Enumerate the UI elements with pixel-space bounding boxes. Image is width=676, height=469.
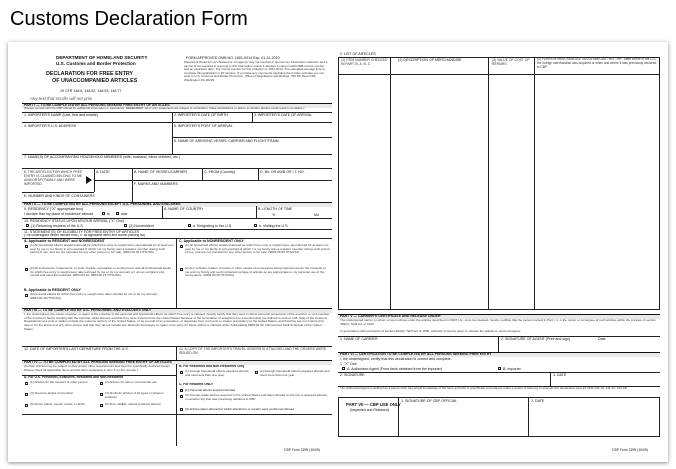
part6-certify-text: I, the undersigned, certify that this declaration is correct and complete. (340, 357, 452, 361)
fruits-plants-label: (5) Fruits, plants, seeds, meats, or birds (30, 403, 85, 406)
print-warning: Any text that scrolls will not print (30, 96, 93, 101)
residency-is-label: is (107, 212, 110, 216)
household-effects-text: (1) All household effects acquired abroad for which free entry is sought were used abroad for at least one year by me or my family in a household of which I or my family was a resident member during such period of use, and are not intended for any other person or for sale. (9804.00.05 HTSUSA) (30, 244, 174, 255)
authorized-agent-label: A. Authorized Agent (From facts obtained from the importer) (347, 367, 443, 371)
foreign-made-checkbox[interactable] (180, 395, 183, 398)
carrier-name-label: 1. NAME OF CARRIER (340, 337, 378, 341)
length-of-time-label: B. LENGTH OF TIME (258, 207, 293, 211)
front-form-number: CBP Form 3299 (10/09) (284, 448, 320, 452)
tools-of-trade-checkbox[interactable] (25, 268, 28, 271)
other-person-checkbox[interactable] (25, 382, 28, 385)
other-person-label: (1) Articles for the account of other person (30, 381, 88, 384)
foreign-household-more-label: (2) Foreign household effects acquired abroad and used more than one year (260, 370, 330, 377)
eligibility-label: 11. STATEMENT(S) OF ELIGIBILITY FOR FREE ENTRY OF ARTICLES (24, 230, 140, 234)
personal-effects-text: All personal effects for which free entry is sought were taken abroad by me or for my account. (9804.00.45 HTSUSA) (30, 293, 158, 300)
part7-header: PART VII — CBP USE ONLY (346, 402, 401, 407)
alcohol-tobacco-label: (4) Alcoholic articles of all types or tobacco products (105, 392, 164, 399)
vehicles-text: (2) Any vehicles, trailers, bicycles or other means of conveyance being imported are for the transport of me and my family and such incidental carriage of articles as are appropriate to my personal use of the conveyance. (9804.00.35 HTSUSA) (185, 267, 326, 278)
part7-subheader: (Inspected and Released) (350, 408, 389, 412)
commercial-use-checkbox[interactable] (100, 382, 103, 385)
repairs-abroad-checkbox[interactable] (180, 408, 183, 411)
agency-line1: DEPARTMENT OF HOMELAND SECURITY (56, 55, 148, 60)
vessel-name-label: B. NAME OF VESSEL/CARRIER (134, 170, 187, 174)
part4-header: PART IV — TO BE COMPLETED BY ALL PERSONS SEEKING FREE ENTRY OF ARTICLES (24, 360, 172, 364)
importer-checkbox[interactable] (498, 367, 501, 370)
part3-certification-text: I, the undersigned, the owner, importer, or agent of the importer of the personal and household effects for which free entry is claimed, hereby certify that they were in direct personal possession of the importer, or of a member of the importer's family residing with the importer, while abroad, and that they were imported into the United States because of the termination of assignment to extended duty (as defined in section 148.74(a) of the Customs Regulations) at a post or station outside the customs territory of the United States, or as a result of an evacuation, or departure from such post or station preparatory to the United States, and that they are not imported for sale or for the account of any other person and that they do not include any alcoholic beverages or cigars. Free entry for these effects is claimed under Subheading 9805.00.50, Harmonized Tariff Schedule of the United States. (24, 313, 330, 331)
agent-signature-label: 2. SIGNATURE OF AGENT (Print and sign) (501, 337, 571, 341)
bill-of-lading-label: D. B/L OR AWB OR I.T. NO. (260, 170, 305, 174)
agent-date-label: Date (598, 337, 606, 341)
commercial-use-label: (2) Articles for sale or commercial use (105, 381, 157, 384)
form-title-line1: DECLARATION FOR FREE ENTRY (46, 71, 134, 77)
household-effects-checkbox[interactable] (25, 245, 28, 248)
part5-release-text: In accordance with provisions of section 484(h), Tariff Act of 1930, authority is hereby given to release the articles to such consignee. (340, 330, 522, 333)
vehicles-checkbox[interactable] (180, 268, 183, 271)
visiting-checkbox[interactable] (254, 224, 257, 227)
pointer-arrow-icon (86, 176, 92, 184)
back-form-number: CBP Form 3299 (10/09) (612, 448, 648, 452)
cfr-reference: 19 CFR 148.6, 148.52, 148.53, 148.77 (60, 89, 122, 93)
visiting-label: b. Visiting the U.S. (259, 224, 289, 228)
foreign-merchandise-header: (4) FOREIGN MERCHANDISE TAKEN ABROAD THIS TRIP. State where in the U.S. the foreign merchandise was acquired or when and where it was previously declared to CBP (537, 58, 657, 69)
arriving-vessel-label: 6. NAME OF ARRIVING VESSEL CARRIER AND FLIGHT/TRAIN (174, 139, 279, 143)
value-header: (3) VALUE OF COST OF REPAIRS (492, 58, 530, 67)
resident-only-heading: B. Applicable to RESIDENT ONLY (24, 288, 81, 292)
marks-numbers-label: F. MARKS AND NUMBERS (134, 182, 178, 186)
form-page-front (22, 52, 332, 454)
nonresident-household-checkbox[interactable] (180, 245, 183, 248)
importer-dob-label: 2. IMPORTER'S DATE OF BIRTH (174, 113, 229, 117)
foreign-household-less-checkbox[interactable] (180, 371, 183, 374)
residency-is-checkbox[interactable] (102, 212, 105, 215)
part4-col-c-heading: C. For Resident ONLY (179, 383, 214, 386)
residency-label: 9. RESIDENCY ("X" appropriate box) (24, 207, 84, 211)
list-title: 2. LIST OF ARTICLES (340, 52, 376, 56)
returning-resident-checkbox[interactable] (26, 224, 29, 227)
country-name-label: A. NAME OF COUNTRY (164, 207, 204, 211)
foreign-made-label: (2) Foreign-made articles acquired in the United States and taken abroad on the trip or acquired abroad on another trip that was previously declared to CBP (185, 394, 327, 401)
part6-header: PART VI — CERTIFICATION TO BE COMPLETED BY ALL PERSONS SEEKING FREE ENTRY (340, 352, 492, 356)
residency-declaration: I declare that my place of residence abroad (24, 212, 93, 216)
personal-effects-abroad-label: (1) Personal effects acquired abroad (185, 389, 235, 392)
travel-orders-label: 13. A COPY OF THE IMPORTER'S TRAVEL ORDERS IS ATTACHED AND THE ORDERS WERE ISSUED ON (179, 347, 326, 356)
importer-address-label: 4. IMPORTER'S U.S. ADDRESS (24, 124, 77, 128)
personal-effects-checkbox[interactable] (25, 294, 28, 297)
household-members-label: 7. NAME(S) OF ACCOMPANYING HOUSEHOLD MEMBERS (wife, husband, minor children, etc.) (24, 155, 181, 159)
years-label: Yr (272, 213, 276, 217)
part4-col-a-heading: A. For U.S. Personnel, Evacuees, Residents and Non-Residents (24, 376, 124, 379)
from-country-label: C. FROM (Country) (204, 170, 236, 174)
paperwork-statement: Paperwork Reduction Act Statement: An agency may not conduct or sponsor an information collection and a person is not required to respond to this information unless it displays a current valid OMB control number and an expiration date. The control number for this collection is 1651-0014. The estimated average time to complete this application is 45 minutes. If you have any comments regarding the burden estimate you can write to U.S. Customs and Border Protection, Office of Regulations and Rulings, 799 9th Street NW, Washington DC 20229. (184, 61, 328, 82)
residency-was-checkbox[interactable] (116, 212, 119, 215)
part1-header-note: (Please consult with the CBP official for additional information or assistance. REMEMBER: All of your statements are subject to verification. False declarations or failure to declare articles could result in penalties.) (24, 107, 305, 110)
importer-label: B. Importer (503, 367, 521, 371)
import-date-label: A. DATE (96, 170, 110, 174)
importer-name-label: 1. IMPORTER'S NAME (Last, first and middle) (24, 113, 98, 117)
months-label: Mo (314, 213, 319, 217)
firearms-checkbox[interactable] (25, 393, 28, 396)
containers-label: E. NUMBER AND KINDS OF CONTAINERS (24, 194, 95, 198)
importer-arrival-date-label: 3. IMPORTER'S DATE OF ARRIVAL (254, 113, 313, 117)
cbp-official-signature-label: 1. SIGNATURE OF CBP OFFICIAL (401, 399, 458, 403)
nonresident-label: (2) Nonresident (129, 224, 154, 228)
foreign-household-less-label: (1) Foreign household effects acquired abroad and used less than one year (185, 370, 249, 377)
part4-note: (Certain articles may be subject to duty and/or other requirements and must be specifically declared herein. Please check all applicable items and list them separately in item 5 on the reverse.) (24, 365, 171, 372)
nonresident-household-text: (1) All household effects acquired abroad for which free entry is sought were used abroad for at least one year by me or my family in a household of which I or my family was a resident member during such period of use, and are not intended for any other person or for sale. (9804.00.05 HTSUSA) (185, 244, 330, 255)
authorized-agent-footnote: *An Authorized Agent is defined as a person who has actual knowledge of the facts and who is specifically empowered under a power of attorney to execute this declaration (see 19 CFR 141.19; 141.32; 141.33) (340, 387, 628, 390)
authorized-agent-checkbox[interactable] (342, 367, 345, 370)
part5-carrier-text: The undersigned carrier, to whom or upon whose order the articles described in PART I.E., must be released, hereby certifies that the person named in Part I, 1. is the owner or consignee of such articles within the purview of section 484(h), Tariff Act of 1930. (340, 319, 656, 326)
item-number-header: (1) ITEM NUMBER CHECKED IN PART IV, A, B, C (341, 58, 388, 67)
residency-was-label: was (121, 212, 128, 216)
nonresident-checkbox[interactable] (124, 224, 127, 227)
signature-label: 2. SIGNATURE (340, 373, 365, 377)
part3-header: PART III — TO BE COMPLETED BY U.S. PERSONNEL AND EVACUEES ONLY (24, 308, 152, 312)
foreign-household-more-checkbox[interactable] (255, 371, 258, 374)
form-title-line2: OF UNACCOMPANIED ARTICLES (52, 78, 138, 84)
fish-wildlife-checkbox[interactable] (100, 404, 103, 407)
tools-of-trade-text: (2) All instruments, implements, or tools of trade, occupation or employment, and all professional books for which free entry is sought were taken abroad by me or for my account or I am an emigrant who owned and used them abroad. (9804.00.10, 9804.00.15 HTSUSA) (30, 267, 172, 278)
part4-col-b-heading: B. For Residents and Non-Residents Only (179, 365, 245, 368)
repairs-abroad-label: (3) Articles taken abroad for which alterations or repairs were performed abroad (185, 408, 294, 411)
fruits-plants-checkbox[interactable] (25, 404, 28, 407)
resident-nonresident-heading: A. Applicable to RESIDENT and NONRESIDENT (24, 239, 105, 243)
form-page-back (338, 52, 660, 454)
nonresident-only-heading: C. Applicable to NONRESIDENT ONLY (179, 239, 244, 243)
description-header: (2) DESCRIPTION OF MERCHANDISE (398, 58, 462, 62)
page-title: Customs Declaration Form (10, 8, 248, 30)
fish-wildlife-label: (6) Fish, wildlife, animal products thereof (105, 403, 161, 406)
agency-line2: U.S. Customs and Border Protection (56, 61, 136, 66)
emigrating-label: a. Emigrating to the U.S. (193, 224, 233, 228)
part2-header: PART II — TO BE COMPLETED BY ALL PERSONS EXCEPT U.S. PERSONNEL AND EVACUEES (24, 202, 181, 206)
articles-belong-label: 8. THE ARTICLES FOR WHICH FREE ENTRY IS CLAIMED BELONG TO ME AND/OR MY FAMILY AND WERE IMPORTED (24, 170, 83, 187)
alcohol-tobacco-checkbox[interactable] (100, 393, 103, 396)
emigrating-checkbox[interactable] (188, 224, 191, 227)
list-table (338, 57, 660, 310)
eligibility-note: (The undersigned further declare that ("X" all applicable items and submit packing list) (24, 234, 145, 237)
part5-header: PART V — CARRIER'S CERTIFICATE AND RELEASE ORDER (340, 314, 441, 318)
choose-one-label: 1. "X" One (340, 362, 357, 366)
firearms-label: (3) Firearms and/or ammunition (30, 392, 74, 395)
last-departure-label: 12. DATE OF IMPORTER'S LAST DEPARTURE FROM THE U.S. (24, 347, 129, 351)
importer-port-label: 5. IMPORTER'S PORT OF ARRIVAL (174, 124, 233, 128)
signature-date-label: 3. DATE (553, 373, 567, 377)
personal-effects-abroad-checkbox[interactable] (180, 389, 183, 392)
cbp-date-label: 2. DATE (531, 399, 545, 403)
omb-number: FORM APPROVED OMB NO. 1651-0014 Exp. 01-31-2010 (186, 56, 280, 60)
residency-status-label: 10. RESIDENCY STATUS UPON MY/OUR ARRIVAL ("X" One) (24, 219, 125, 223)
returning-resident-label: (1) Returning resident of the U.S. (31, 224, 84, 228)
part1-header: PART I — TO BE COMPLETED BY ALL PERSONS SEEKING FREE ENTRY OF ARTICLES (24, 103, 170, 107)
